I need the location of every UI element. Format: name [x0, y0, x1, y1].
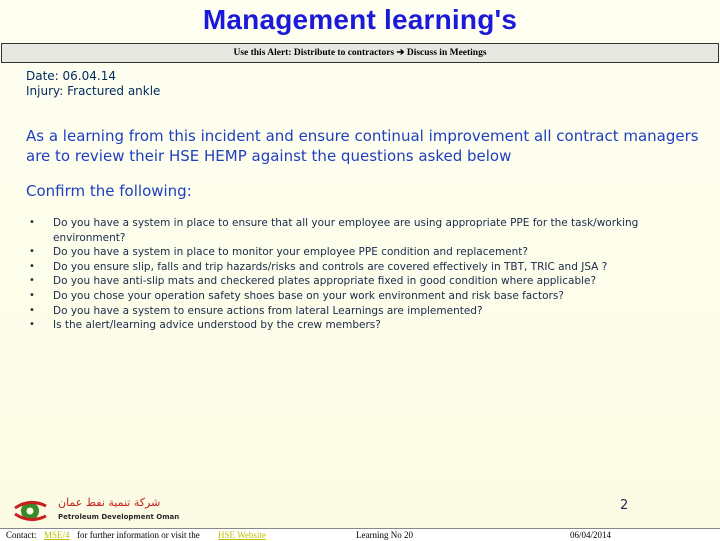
alert-instruction-text: Use this Alert: Distribute to contractors	[233, 48, 395, 58]
list-item: • Is the alert/learning advice understood by the crew members?	[29, 319, 381, 332]
logo-arabic-text: شركة تنمية نفط عمان	[58, 496, 161, 509]
list-item: • Do you have anti-slip mats and checkered plates appropriate fixed in good condition where applicable?	[29, 275, 597, 288]
logo-english-text: Petroleum Development Oman	[58, 513, 180, 521]
footer-contact-link[interactable]: MSE/4	[44, 530, 70, 540]
page-number: 2	[620, 498, 629, 513]
incident-date: Date: 06.04.14	[26, 69, 116, 83]
bullet-icon: •	[29, 304, 35, 316]
list-item: • Do you chose your operation safety shoes base on your work environment and risk base factors?	[29, 289, 564, 302]
bullet-icon: •	[29, 289, 35, 301]
footer	[0, 528, 720, 541]
list-item: • Do you have a system to ensure actions from lateral Learnings are implemented?	[29, 304, 483, 317]
alert-instruction-text-2: Discuss in Meetings	[406, 48, 487, 58]
bullet-icon: •	[29, 275, 35, 287]
list-item: • Do you ensure slip, falls and trip hazards/risks and controls are covered effectively in TBT, TRIC and JSA ?	[29, 260, 608, 273]
footer-contact-prefix: Contact:	[6, 530, 37, 540]
incident-injury: Injury: Fractured ankle	[26, 84, 161, 98]
pdo-emblem-icon	[10, 496, 54, 526]
footer-date: 06/04/2014	[570, 530, 612, 540]
question-list	[26, 216, 666, 333]
footer-learning-number: Learning No 20	[356, 530, 413, 540]
list-item: • Do you have a system in place to ensure that all your employee are using appropriate PPE for the task/working environment?	[29, 217, 639, 244]
page-title: Management learning's	[202, 4, 518, 35]
bullet-icon: •	[29, 217, 35, 228]
incident-meta	[26, 69, 160, 99]
bullet-icon: •	[29, 260, 35, 272]
list-item: • Do you have a system in place to monitor your employee PPE condition and replacement?	[29, 246, 528, 259]
alert-instruction-bar	[1, 43, 719, 63]
bullet-icon: •	[29, 246, 35, 258]
company-logo	[10, 496, 180, 526]
footer-website-link[interactable]: HSE Website	[218, 530, 266, 540]
confirm-heading: Confirm the following:	[26, 182, 192, 200]
bullet-icon: •	[29, 319, 35, 331]
footer-contact-suffix: for further information or visit the	[77, 530, 200, 540]
intro-paragraph: As a learning from this incident and ensure continual improvement all contract managers are to review their HSE HEMP against the questions asked below	[26, 127, 699, 165]
arrow-right-icon: ➔	[396, 48, 405, 58]
